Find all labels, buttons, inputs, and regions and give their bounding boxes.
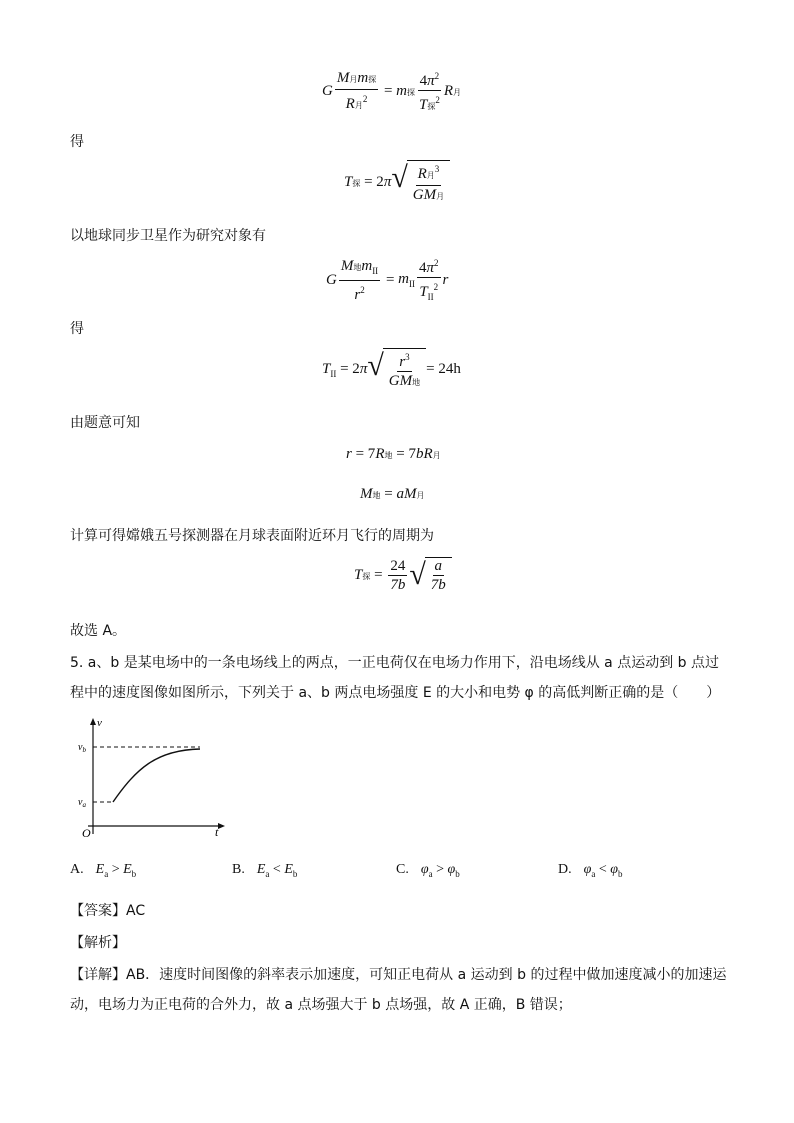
option-c[interactable]: C. $\varphi_a > \varphi_b$ <box>396 862 460 879</box>
equation-gravity-earth: G $\frac{M地m_{II}}{r^2}$ = $m_{II}$ $\frac{4\pi^2}{T_{II}^2}$ r <box>326 255 448 305</box>
va-label: $v_a$ <box>78 797 86 809</box>
vb-label: $v_b$ <box>78 742 86 754</box>
text-de-1: 得 <box>70 134 84 150</box>
text-compute: 计算可得嫦娥五号探测器在月球表面附近环月飞行的周期为 <box>70 528 434 544</box>
equation-period-probe: T探 = 2 π √ $\frac{R月^3}{\text{GM月}}$ <box>344 160 450 205</box>
t-axis-arrow <box>218 823 225 829</box>
text-choose-a: 故选 A。 <box>70 623 127 639</box>
text-from-problem: 由题意可知 <box>70 415 140 431</box>
detail-line-1: 【详解】AB．速度时间图像的斜率表示加速度，可知正电荷从 a 运动到 b 的过程中做加速度减小的加速运 <box>70 967 727 983</box>
option-d[interactable]: D. $\varphi_a < \varphi_b$ <box>558 862 623 879</box>
velocity-curve <box>113 749 200 802</box>
answer-label: 【答案】AC <box>70 903 146 919</box>
text-de-2: 得 <box>70 321 84 337</box>
velocity-time-graph <box>76 714 236 840</box>
option-a[interactable]: A. $E_a > E_b$ <box>70 862 137 879</box>
text-intro-sync: 以地球同步卫星作为研究对象有 <box>70 228 266 244</box>
equation-result: T探 = $\frac{24}{7b}$ √ $\frac{a}{7b}$ <box>354 557 452 593</box>
v-axis-arrow <box>90 718 96 725</box>
analysis-label: 【解析】 <box>70 935 126 951</box>
equation-mass: M地 = aM月 <box>360 486 425 502</box>
equation-period-sync: $T_{II}$ = 2 π √ $\frac{r^3}{\text{GM地}}$ = 24h <box>322 349 461 389</box>
option-b[interactable]: B. $E_a < E_b$ <box>232 862 298 879</box>
v-axis-label: v <box>97 717 102 729</box>
detail-line-2: 动，电场力为正电荷的合外力，故 a 点场强大于 b 点场强，故 A 正确，B 错误； <box>70 997 572 1013</box>
origin-label: O <box>82 826 91 840</box>
question-5-line-2: 程中的速度图像如图所示，下列关于 a、b 两点电场强度 E 的大小和电势 φ 的高低判断正确的是（ ） <box>70 685 721 701</box>
equation-gravity-moon: G $\frac{\text{M月m探}}{R月^2}$ = m探 $\frac{4\pi^2}{T探^2}$ R月 <box>322 69 462 113</box>
t-axis-label: t <box>215 825 219 839</box>
equation-radius: r = 7 R地 = 7 bR月 <box>346 446 441 462</box>
question-5-line-1: 5. a、b 是某电场中的一条电场线上的两点，一正电荷仅在电场力作用下，沿电场线从 a 点运动到 b 点过 <box>70 655 719 671</box>
